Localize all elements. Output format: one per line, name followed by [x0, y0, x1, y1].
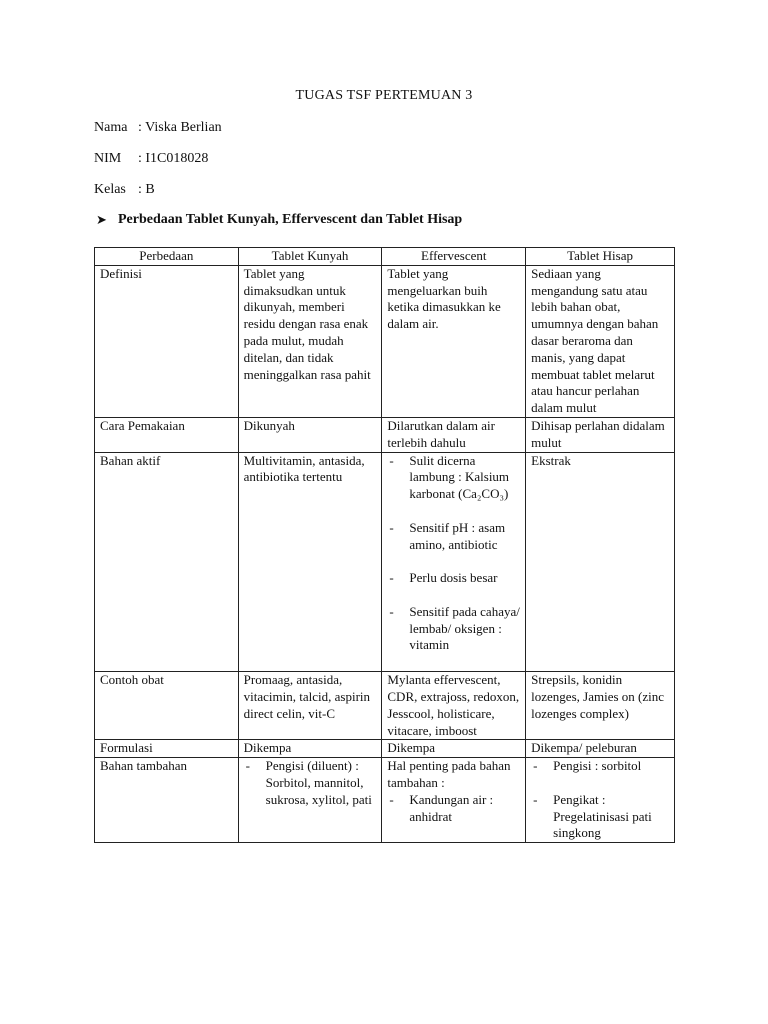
- document-title: TUGAS TSF PERTEMUAN 3: [295, 88, 473, 103]
- cell-effervescent: [382, 758, 526, 843]
- section-heading-text: Perbedaan Tablet Kunyah, Effervescent dan Tablet Hisap: [118, 212, 463, 227]
- list-item: - Pengisi : sorbitol: [531, 758, 669, 775]
- table-row-bahan-tambahan: [95, 758, 675, 843]
- cell-kunyah: Dikunyah: [238, 417, 382, 452]
- cell-kunyah: Dikempa: [238, 740, 382, 758]
- cell-kunyah: Tablet yang dimaksudkan untuk dikunyah, memberi residu dengan rasa enak pada mulut, mudah ditelan, dan tidak meninggalkan rasa pahit: [238, 265, 382, 417]
- row-label: Definisi: [95, 265, 239, 417]
- info-label: Nama: [94, 120, 128, 135]
- comparison-table: [94, 247, 675, 843]
- info-value: : I1C018028: [138, 151, 209, 166]
- table-row-formulasi: [95, 740, 675, 758]
- cell-intro-text: Hal penting pada bahan tambahan :: [387, 758, 511, 790]
- table-row-bahan-aktif: [95, 452, 675, 672]
- list-item: - Perlu dosis besar: [387, 570, 520, 587]
- header-effervescent: Effervescent: [382, 248, 526, 266]
- list-item: - Sensitif pada cahaya/ lembab/ oksigen : vitamin: [387, 604, 520, 654]
- list-item: - Pengikat : Pregelatinisasi pati singkong: [531, 792, 669, 842]
- dash-list: [531, 758, 669, 842]
- list-item: - Sensitif pH : asam amino, antibiotic: [387, 520, 520, 554]
- dash-list: [244, 758, 377, 808]
- cell-effervescent: Dikempa: [382, 740, 526, 758]
- row-label: Bahan tambahan: [95, 758, 239, 843]
- row-label: Formulasi: [95, 740, 239, 758]
- arrow-bullet-icon: ➤: [96, 212, 107, 227]
- list-item: - Pengisi (diluent) : Sorbitol, mannitol, sukrosa, xylitol, pati: [244, 758, 377, 808]
- info-kelas: [94, 182, 155, 198]
- header-tablet-kunyah: Tablet Kunyah: [238, 248, 382, 266]
- cell-kunyah: Multivitamin, antasida, antibiotika tertentu: [238, 452, 382, 672]
- cell-hisap: [526, 758, 675, 843]
- row-label: Contoh obat: [95, 672, 239, 740]
- header-tablet-hisap: Tablet Hisap: [526, 248, 675, 266]
- cell-effervescent: Dilarutkan dalam air terlebih dahulu: [382, 417, 526, 452]
- cell-hisap: Dihisap perlahan didalam mulut: [526, 417, 675, 452]
- cell-hisap: Dikempa/ peleburan: [526, 740, 675, 758]
- list-item: - Kandungan air : anhidrat: [387, 792, 520, 826]
- cell-kunyah: Promaag, antasida, vitacimin, talcid, aspirin direct celin, vit-C: [238, 672, 382, 740]
- info-label: Kelas: [94, 182, 126, 197]
- table-header-row: [95, 248, 675, 266]
- cell-effervescent: Tablet yang mengeluarkan buih ketika dimasukkan ke dalam air.: [382, 265, 526, 417]
- header-perbedaan: Perbedaan: [95, 248, 239, 266]
- table-row-cara-pemakaian: [95, 417, 675, 452]
- cell-hisap: Ekstrak: [526, 452, 675, 672]
- cell-kunyah: [238, 758, 382, 843]
- table-row-definisi: [95, 265, 675, 417]
- list-item: - Sulit dicerna lambung : Kalsium karbonat (Ca₂CO₃): [387, 453, 520, 503]
- cell-hisap: Sediaan yang mengandung satu atau lebih bahan obat, umumnya dengan bahan dasar beraroma dan manis, yang dapat membuat tablet melarut atau hancur perlahan dalam mulut: [526, 265, 675, 417]
- info-nama: [94, 120, 222, 136]
- cell-effervescent: [382, 452, 526, 672]
- table-row-contoh-obat: [95, 672, 675, 740]
- dash-list: [387, 453, 520, 655]
- dash-list: [387, 792, 520, 826]
- cell-effervescent: Mylanta effervescent, CDR, extrajoss, redoxon, Jesscool, holisticare, vitacare, imboost: [382, 672, 526, 740]
- row-label: Bahan aktif: [95, 452, 239, 672]
- info-value: : B: [138, 182, 155, 197]
- info-value: : Viska Berlian: [138, 120, 222, 135]
- cell-hisap: Strepsils, konidin lozenges, Jamies on (zinc lozenges complex): [526, 672, 675, 740]
- section-heading: [96, 212, 463, 228]
- info-label: NIM: [94, 151, 122, 166]
- row-label: Cara Pemakaian: [95, 417, 239, 452]
- info-nim: [94, 151, 208, 167]
